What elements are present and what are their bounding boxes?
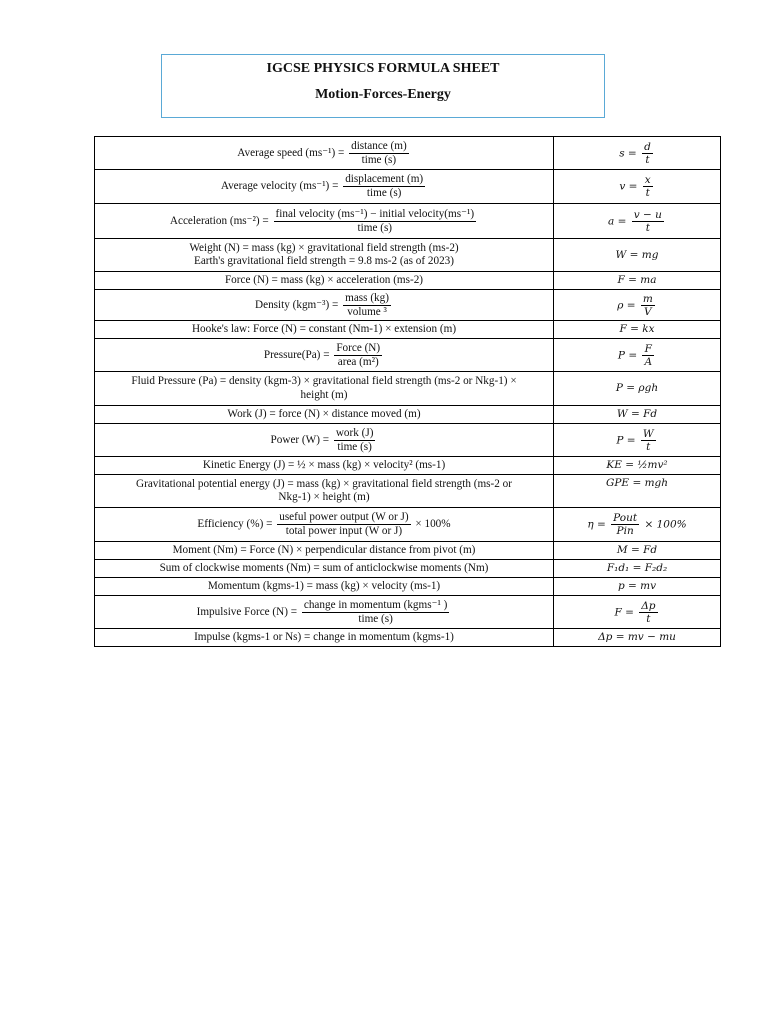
fraction [641, 428, 656, 453]
formula-description [95, 239, 554, 272]
fraction-numerator: v − u [633, 208, 662, 221]
fraction-denominator: t [645, 221, 650, 234]
table-row [95, 239, 721, 272]
formula-text-continued: height (m) [300, 388, 348, 401]
title-box [161, 54, 605, 118]
formula-symbolic [554, 339, 721, 372]
fraction-numerator: x [644, 174, 651, 186]
fraction-numerator: Δp [641, 599, 656, 612]
formula-table [94, 136, 721, 647]
fraction-numerator: F [642, 343, 654, 356]
formula-text: Weight (N) = mass (kg) × gravitational field strength (ms-2) [189, 241, 459, 254]
fraction [642, 343, 654, 368]
formula-label: Impulsive Force (N) = [196, 605, 298, 618]
table-row [95, 457, 721, 475]
formula-description [95, 424, 554, 457]
formula-symbol: P = [617, 349, 638, 361]
table-row [95, 321, 721, 339]
sheet-subtitle: Motion-Forces-Energy [315, 87, 451, 102]
formula-symbol: F = [614, 606, 634, 618]
formula-symbolic: P = ρgh [554, 372, 721, 406]
formula-text: Gravitational potential energy (J) = mass (kg) × gravitational field strength (ms-2 or [136, 477, 512, 490]
formula-label: Average velocity (ms⁻¹) = [220, 180, 339, 193]
formula-description: Kinetic Energy (J) = ½ × mass (kg) × velocity² (ms-1) [95, 457, 554, 475]
fraction [611, 512, 639, 537]
formula-description: Moment (Nm) = Force (N) × perpendicular distance from pivot (m) [95, 542, 554, 560]
fraction-numerator: distance (m) [351, 139, 407, 152]
fraction [343, 292, 391, 319]
fraction-denominator: area (m²) [337, 355, 379, 368]
formula-symbolic [554, 424, 721, 457]
fraction-numerator: m [642, 292, 653, 305]
table-row [95, 424, 721, 457]
formula-suffix: × 100% [415, 518, 451, 531]
table-row [95, 170, 721, 204]
formula-description [95, 290, 554, 321]
table-row [95, 272, 721, 290]
fraction [643, 174, 653, 199]
fraction-denominator: V [644, 305, 652, 318]
formula-symbol: η = [587, 518, 606, 531]
fraction-denominator: t [646, 612, 651, 625]
formula-symbol: a = [608, 215, 627, 227]
table-row [95, 560, 721, 578]
fraction [334, 342, 382, 369]
formula-description: Work (J) = force (N) × distance moved (m) [95, 406, 554, 424]
formula-symbolic: F = ma [554, 272, 721, 290]
fraction-denominator: time (s) [361, 153, 397, 166]
table-row [95, 290, 721, 321]
formula-label: Density (kgm⁻³) = [255, 298, 339, 311]
fraction-numerator: W [642, 427, 654, 440]
formula-symbolic [554, 170, 721, 204]
fraction [302, 599, 449, 626]
fraction-denominator: A [644, 355, 653, 368]
formula-description [95, 170, 554, 204]
fraction-denominator: time (s) [337, 440, 372, 453]
fraction [641, 293, 655, 318]
fraction [277, 511, 410, 538]
formula-symbol: s = [619, 147, 637, 159]
fraction-denominator: t [645, 187, 650, 199]
formula-label: Pressure(Pa) = [263, 348, 330, 361]
formula-symbolic: F₁d₁ = F₂d₂ [554, 560, 721, 578]
fraction-numerator: final velocity (ms⁻¹) − initial velocity(ms⁻¹) [275, 207, 475, 220]
table-row [95, 137, 721, 170]
formula-description [95, 596, 554, 629]
formula-label: Power (W) = [270, 433, 330, 446]
table-row [95, 475, 721, 508]
formula-label: Efficiency (%) = [197, 518, 273, 531]
fraction-denominator: t [646, 440, 651, 453]
fraction-numerator: Force (N) [336, 341, 381, 354]
formula-symbolic: Δp = mv − mu [554, 629, 721, 647]
table-row [95, 406, 721, 424]
formula-symbolic [554, 508, 721, 542]
fraction [349, 140, 409, 167]
fraction-numerator: work (J) [335, 426, 374, 439]
fraction-denominator: time (s) [358, 612, 393, 625]
formula-description [95, 339, 554, 372]
fraction [632, 209, 664, 234]
formula-symbol: ρ = [617, 299, 636, 311]
fraction [639, 600, 657, 625]
table-row [95, 204, 721, 239]
formula-description: Hooke's law: Force (N) = constant (Nm-1) × extension (m) [95, 321, 554, 339]
fraction-denominator: t [645, 153, 650, 166]
table-row [95, 372, 721, 406]
fraction-numerator: useful power output (W or J) [279, 511, 409, 523]
formula-symbolic: F = kx [554, 321, 721, 339]
fraction-numerator: displacement (m) [345, 173, 424, 185]
fraction-denominator: total power input (W or J) [285, 525, 403, 537]
formula-symbol: v = [619, 180, 638, 193]
formula-symbolic: GPE = mgh [554, 475, 721, 508]
table-row [95, 339, 721, 372]
formula-symbol: P = [616, 434, 636, 446]
formula-text-continued: Nkg-1) × height (m) [278, 491, 370, 503]
fraction-denominator: time (s) [366, 187, 402, 199]
fraction [334, 427, 376, 454]
formula-note: Earth's gravitational field strength = 9.8 ms-2 (as of 2023) [194, 255, 454, 267]
fraction-denominator: volume ³ [347, 305, 387, 318]
table-row [95, 596, 721, 629]
fraction [274, 208, 477, 235]
fraction-denominator: time (s) [357, 221, 393, 234]
sheet-title: IGCSE PHYSICS FORMULA SHEET [266, 61, 500, 76]
formula-description [95, 508, 554, 542]
formula-description: Momentum (kgms-1) = mass (kg) × velocity (ms-1) [95, 578, 554, 596]
fraction-denominator: Pin [616, 525, 634, 537]
formula-label: Acceleration (ms⁻²) = [169, 214, 269, 227]
formula-text: Fluid Pressure (Pa) = density (kgm-3) × gravitational field strength (ms-2 or Nkg-1) × [131, 375, 517, 388]
formula-symbolic: KE = ½mv² [554, 457, 721, 475]
fraction [642, 141, 653, 166]
table-row [95, 508, 721, 542]
formula-symbolic [554, 596, 721, 629]
formula-description [95, 204, 554, 239]
formula-description: Force (N) = mass (kg) × acceleration (ms-2) [95, 272, 554, 290]
formula-symbolic: M = Fd [554, 542, 721, 560]
fraction [343, 173, 425, 200]
formula-symbolic [554, 204, 721, 239]
formula-symbolic [554, 137, 721, 170]
formula-description: Sum of clockwise moments (Nm) = sum of anticlockwise moments (Nm) [95, 560, 554, 578]
table-row [95, 542, 721, 560]
fraction-numerator: change in momentum (kgms⁻¹ ) [303, 598, 448, 611]
formula-description [95, 372, 554, 406]
table-row [95, 629, 721, 647]
fraction-numerator: Pout [613, 512, 638, 524]
formula-description [95, 475, 554, 508]
formula-symbolic: p = mv [554, 578, 721, 596]
fraction-numerator: d [644, 140, 651, 153]
table-row [95, 578, 721, 596]
formula-symbolic: W = Fd [554, 406, 721, 424]
formula-symbolic [554, 290, 721, 321]
fraction-numerator: mass (kg) [345, 291, 389, 304]
formula-symbolic: W = mg [554, 239, 721, 272]
formula-suffix: × 100% [644, 518, 687, 531]
formula-label: Average speed (ms⁻¹) = [237, 146, 345, 159]
formula-description: Impulse (kgms-1 or Ns) = change in momentum (kgms-1) [95, 629, 554, 647]
formula-description [95, 137, 554, 170]
